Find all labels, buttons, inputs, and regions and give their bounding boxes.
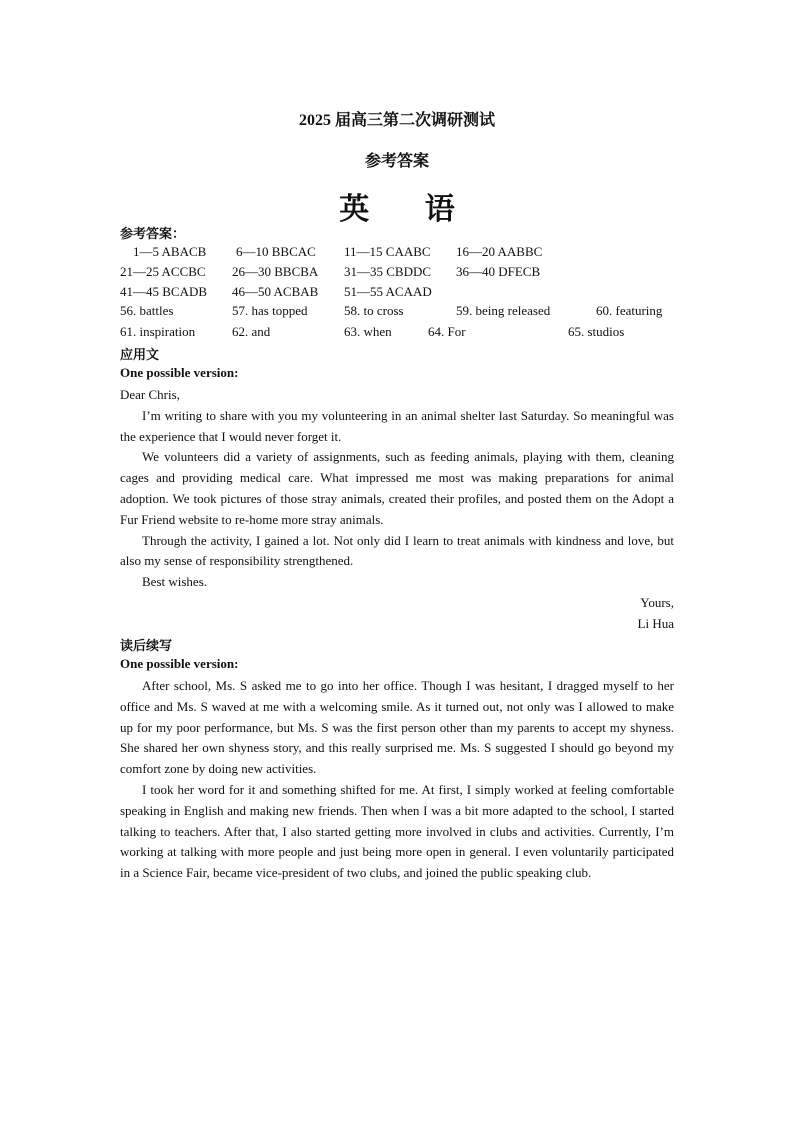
blank-answer: 59. being released <box>456 303 551 318</box>
blank-answer: 61. inspiration <box>120 324 196 339</box>
subject-heading: 英 语 <box>339 193 479 226</box>
page-subtitle: 参考答案 <box>364 153 429 170</box>
answers-label: 参考答案： <box>120 226 186 241</box>
answer-group: 6—10 BBCAC <box>236 244 316 259</box>
letter-greeting: Dear Chris, <box>120 387 180 402</box>
blank-answer: 56. battles <box>120 303 174 318</box>
letter-closing: Yours, <box>640 594 674 610</box>
answer-group: 36—40 DFECB <box>456 264 541 279</box>
letter-signature: Li Hua <box>637 615 674 631</box>
story-body <box>120 676 674 884</box>
blank-answer: 62. and <box>232 324 271 339</box>
blank-answer: 58. to cross <box>344 303 404 318</box>
answer-group: 51—55 ACAAD <box>344 284 432 299</box>
section-label-continuation-writing: 读后续写 <box>120 638 173 653</box>
answer-group: 46—50 ACBAB <box>232 284 319 299</box>
answer-group: 26—30 BBCBA <box>232 264 319 279</box>
letter-body <box>120 385 674 635</box>
blank-answer: 64. For <box>428 324 466 339</box>
letter-paragraph: Best wishes. <box>142 574 207 590</box>
blank-answer: 60. featuring <box>596 303 663 318</box>
answer-group: 16—20 AABBC <box>456 244 543 259</box>
answer-group: 11—15 CAABC <box>344 244 431 259</box>
letter-paragraph: I’m writing to share with you my volunteering in an animal shelter last Saturday. So meaningful was the experience that I would never forget it. <box>120 407 674 444</box>
version-label: One possible version: <box>120 656 239 671</box>
page-title: 2025 届高三第二次调研测试 <box>298 112 495 129</box>
answer-group: 41—45 BCADB <box>120 284 208 299</box>
section-label-practical-writing: 应用文 <box>120 347 160 362</box>
blank-answer: 65. studios <box>568 324 625 339</box>
blank-answer: 63. when <box>344 324 392 339</box>
blank-answer: 57. has topped <box>232 303 308 318</box>
story-paragraph: After school, Ms. S asked me to go into her office. Though I was hesitant, I dragged myself to her office and Ms. S waved at me with a welcoming smile. As it turned out, not only was I allowed to make up for my poor performance, but Ms. S was the first person other than my parents to accept my shyness. She shared her own shyness story, and this really surprised me. Ms. S suggested I should go beyond my comfort zone by doing new activities. <box>120 678 674 777</box>
answer-group: 31—35 CBDDC <box>344 264 432 279</box>
letter-paragraph: We volunteers did a variety of assignments, such as feeding animals, playing with them, cleaning cages and providing medical care. What impressed me most was making preparations for animal adoption. We took pictures of those stray animals, created their profiles, and posted them on the Adopt a Fur Friend website to re-home more stray animals. <box>120 449 674 527</box>
letter-paragraph: Through the activity, I gained a lot. Not only did I learn to treat animals with kindness and love, but also my sense of responsibility strengthened. <box>120 532 674 569</box>
version-label: One possible version: <box>120 365 239 380</box>
answer-group: 21—25 ACCBC <box>120 264 206 279</box>
story-paragraph: I took her word for it and something shifted for me. At first, I simply worked at feeling comfortable speaking in English and making new friends. Then when I was a bit more adapted to the school, I started talking to teachers. After that, I also started getting more involved in clubs and activities. Currently, I’m working at talking with more people and just being more open in general. I even voluntarily participated in a Science Fair, became vice-president of two clubs, and joined the public speaking club. <box>120 781 674 881</box>
answer-group: 1—5 ABACB <box>133 244 207 259</box>
